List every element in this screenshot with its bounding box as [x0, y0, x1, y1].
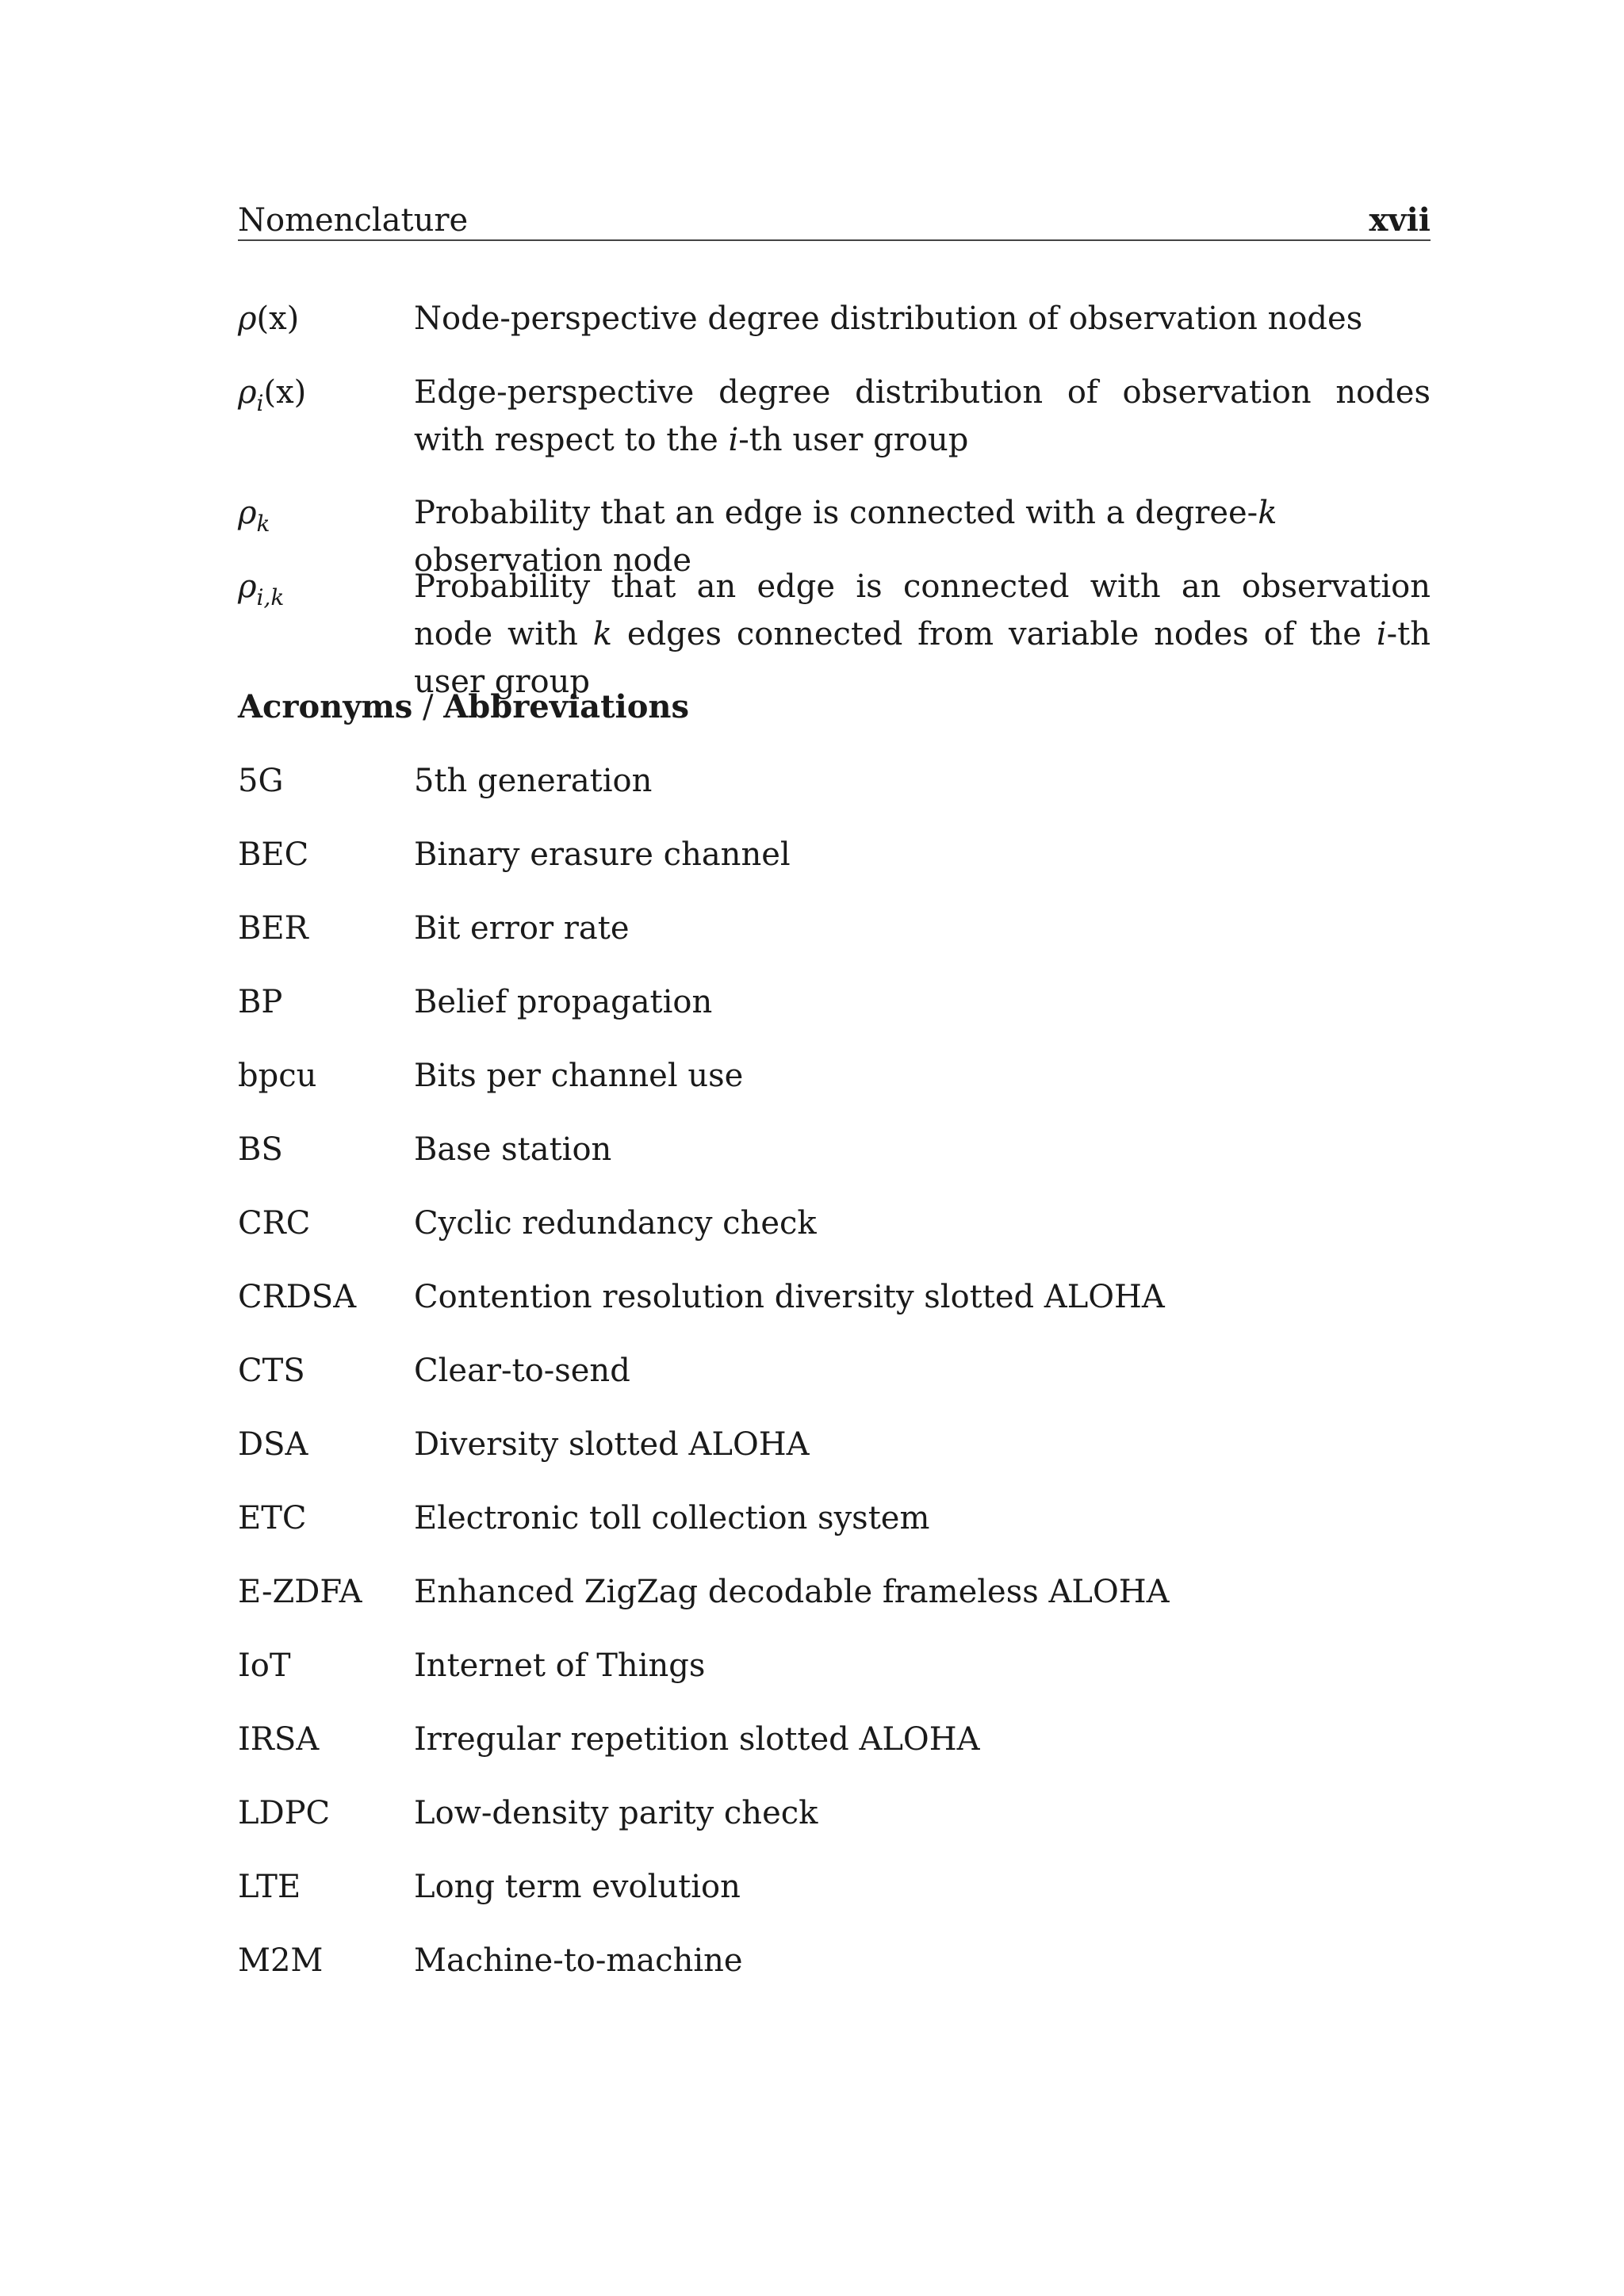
description-text: Probability that an edge is connected with a degree- — [414, 495, 1258, 531]
acronym-entry — [238, 1568, 1431, 1616]
symbol-base: ρ — [238, 300, 257, 337]
symbol-subscript: k — [256, 511, 270, 537]
section-heading-right: Abbreviations — [443, 688, 690, 725]
acronym: M2M — [238, 1942, 324, 1979]
symbol — [238, 369, 414, 464]
acronym: BER — [238, 910, 308, 947]
symbol-entry — [238, 369, 1431, 464]
acronym: BEC — [238, 836, 309, 873]
acronym-description: Base station — [414, 1131, 612, 1168]
description-text: Node-perspective degree distribution of observation nodes — [414, 300, 1363, 337]
acronym-description: Belief propagation — [414, 984, 713, 1020]
acronym-entry — [238, 1716, 1431, 1763]
acronym: bpcu — [238, 1058, 317, 1094]
symbol-base: ρ — [238, 374, 257, 411]
acronym-description: Binary erasure channel — [414, 836, 791, 873]
acronym-entry — [238, 831, 1431, 878]
acronym: IoT — [238, 1647, 291, 1684]
acronym-description: Diversity slotted ALOHA — [414, 1426, 810, 1463]
acronym: ETC — [238, 1500, 307, 1536]
acronym-description: Contention resolution diversity slotted ALOHA — [414, 1279, 1165, 1315]
description-text: Probability that an edge is connected with an observation node with — [414, 568, 1431, 652]
symbol-subscript: i — [256, 390, 264, 416]
description-text: -th user group — [738, 422, 969, 458]
acronym-entry — [238, 1421, 1431, 1468]
symbol-description — [414, 295, 1431, 342]
acronym-description: Machine-to-machine — [414, 1942, 743, 1979]
acronym: E-ZDFA — [238, 1574, 362, 1610]
acronym: LTE — [238, 1869, 301, 1905]
acronym-description: Long term evolution — [414, 1869, 741, 1905]
acronym-description: Electronic toll collection system — [414, 1500, 930, 1536]
acronym: CTS — [238, 1353, 305, 1389]
description-text: -th user group — [414, 616, 1431, 700]
acronym: CRDSA — [238, 1279, 357, 1315]
acronym: BP — [238, 984, 283, 1020]
acronym-entry — [238, 1789, 1431, 1837]
acronym: IRSA — [238, 1721, 320, 1758]
acronym-entry — [238, 905, 1431, 952]
acronym: BS — [238, 1131, 283, 1168]
acronym-description: 5th generation — [414, 763, 653, 799]
acronym-entry — [238, 1052, 1431, 1100]
symbol — [238, 295, 414, 342]
symbol-entry — [238, 295, 1431, 342]
description-math: i — [1376, 616, 1387, 652]
acronym-description: Bit error rate — [414, 910, 630, 947]
description-math: i — [728, 422, 739, 458]
symbol-description — [414, 369, 1431, 464]
description-math: k — [1258, 495, 1277, 531]
acronym-entry — [238, 978, 1431, 1026]
header-title: Nomenclature — [238, 202, 469, 239]
acronym-description: Cyclic redundancy check — [414, 1205, 817, 1242]
page-number: xvii — [1369, 201, 1431, 239]
symbol-base: ρ — [238, 495, 257, 531]
acronym-entry — [238, 1494, 1431, 1542]
acronym-entry — [238, 1937, 1431, 1984]
acronym-entry — [238, 1273, 1431, 1321]
description-text: observation node — [414, 542, 691, 579]
symbol-argument: (x) — [263, 374, 307, 411]
acronym-description: Internet of Things — [414, 1647, 706, 1684]
acronym: DSA — [238, 1426, 308, 1463]
acronym-entry — [238, 757, 1431, 805]
acronym-description: Bits per channel use — [414, 1058, 744, 1094]
acronym: 5G — [238, 763, 284, 799]
section-heading-left: Acronyms — [238, 688, 413, 725]
acronym-entry — [238, 1200, 1431, 1247]
acronym: CRC — [238, 1205, 311, 1242]
acronym-description: Low-density parity check — [414, 1795, 818, 1831]
acronym-description: Irregular repetition slotted ALOHA — [414, 1721, 980, 1758]
acronym-entry — [238, 1126, 1431, 1173]
running-header — [238, 197, 1431, 241]
acronym-entry — [238, 1347, 1431, 1395]
acronym: LDPC — [238, 1795, 331, 1831]
acronym-entry — [238, 1863, 1431, 1911]
description-math: k — [592, 616, 613, 652]
symbol-base: ρ — [238, 568, 257, 605]
acronym-description: Enhanced ZigZag decodable frameless ALOHA — [414, 1574, 1170, 1610]
symbol-argument: (x) — [256, 300, 300, 337]
acronym-description: Clear-to-send — [414, 1353, 630, 1389]
symbol-subscript: i,k — [256, 584, 285, 610]
acronym-entry — [238, 1642, 1431, 1689]
section-heading — [238, 683, 689, 731]
description-text: Edge-perspective degree distribution of observation nodes with respect to the — [414, 374, 1431, 458]
section-heading-separator: / — [412, 689, 444, 725]
description-text: edges connected from variable nodes of the — [612, 616, 1377, 652]
